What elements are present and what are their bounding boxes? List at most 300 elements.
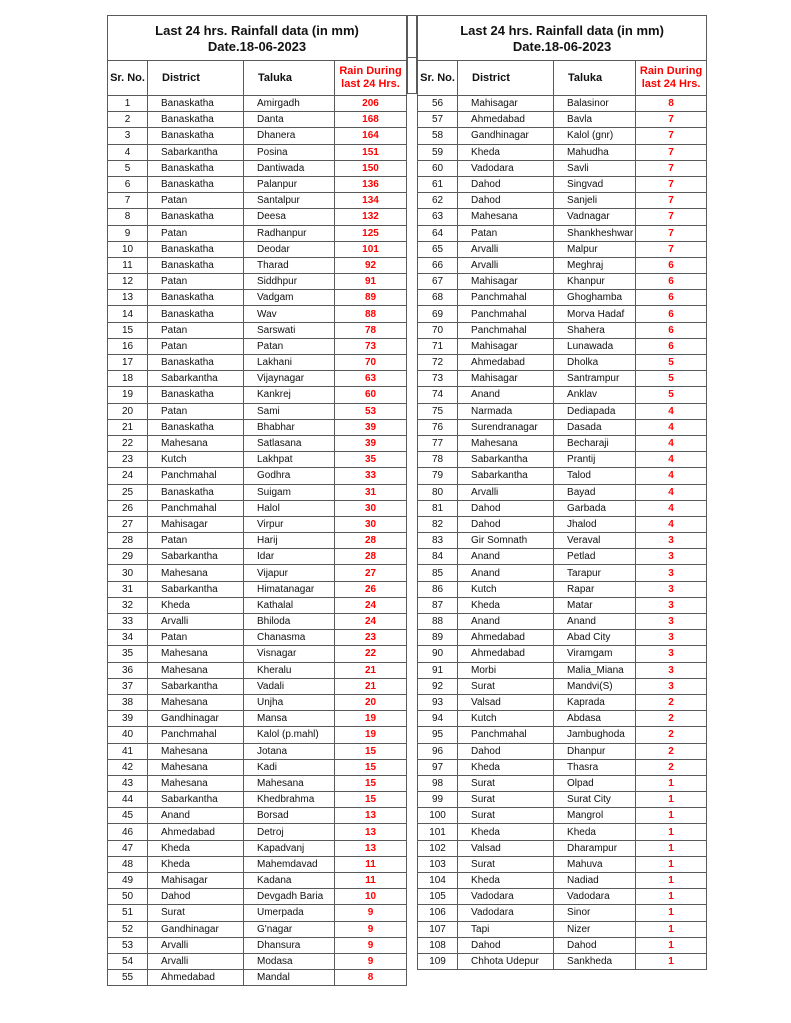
cell-sr-no: 54: [108, 953, 148, 969]
cell-district: Ahmedabad: [458, 355, 554, 371]
cell-district: Patan: [148, 322, 244, 338]
cell-rainfall: 19: [335, 711, 407, 727]
cell-district: Dahod: [458, 516, 554, 532]
cell-sr-no: 39: [108, 711, 148, 727]
cell-district: Kutch: [458, 581, 554, 597]
cell-rainfall: 11: [335, 873, 407, 889]
cell-sr-no: 28: [108, 533, 148, 549]
table-row: [418, 597, 707, 613]
cell-sr-no: 8: [108, 209, 148, 225]
table-row: [418, 549, 707, 565]
table-row: [418, 743, 707, 759]
cell-sr-no: 57: [418, 112, 458, 128]
title-line-2: Date.18-06-2023: [512, 39, 612, 54]
table-row: [108, 452, 407, 468]
cell-taluka: Malpur: [554, 241, 636, 257]
table-title: [418, 16, 707, 61]
cell-sr-no: 11: [108, 257, 148, 273]
cell-taluka: Visnagar: [244, 646, 335, 662]
cell-rainfall: 21: [335, 678, 407, 694]
cell-rainfall: 88: [335, 306, 407, 322]
cell-taluka: Dharampur: [554, 840, 636, 856]
cell-taluka: Anklav: [554, 387, 636, 403]
cell-rainfall: 7: [636, 193, 707, 209]
rainfall-sheet: [107, 15, 707, 986]
cell-rainfall: 9: [335, 953, 407, 969]
table-row: [418, 873, 707, 889]
cell-district: Sabarkantha: [148, 371, 244, 387]
cell-taluka: Shankheshwar: [554, 225, 636, 241]
cell-rainfall: 3: [636, 549, 707, 565]
cell-sr-no: 14: [108, 306, 148, 322]
cell-rainfall: 20: [335, 694, 407, 710]
cell-district: Gandhinagar: [458, 128, 554, 144]
cell-taluka: Mahuva: [554, 856, 636, 872]
cell-district: Kheda: [458, 824, 554, 840]
cell-rainfall: 168: [335, 112, 407, 128]
title-line-2: Date.18-06-2023: [207, 39, 307, 54]
table-row: [108, 678, 407, 694]
cell-district: Mahesana: [458, 435, 554, 451]
cell-rainfall: 3: [636, 614, 707, 630]
table-row: [418, 630, 707, 646]
cell-district: Anand: [458, 614, 554, 630]
cell-taluka: Tharad: [244, 257, 335, 273]
table-row: [418, 306, 707, 322]
cell-district: Gir Somnath: [458, 533, 554, 549]
cell-district: Patan: [148, 193, 244, 209]
table-row: [418, 322, 707, 338]
cell-rainfall: 7: [636, 128, 707, 144]
cell-taluka: Viramgam: [554, 646, 636, 662]
cell-sr-no: 77: [418, 435, 458, 451]
cell-taluka: Suigam: [244, 484, 335, 500]
cell-rainfall: 2: [636, 743, 707, 759]
table-row: [108, 711, 407, 727]
cell-taluka: Bhiloda: [244, 614, 335, 630]
table-separator: [407, 15, 417, 94]
table-row: [108, 937, 407, 953]
cell-sr-no: 1: [108, 96, 148, 112]
cell-sr-no: 88: [418, 614, 458, 630]
cell-taluka: Virpur: [244, 516, 335, 532]
right-table-body: [418, 96, 707, 970]
cell-sr-no: 106: [418, 905, 458, 921]
cell-sr-no: 26: [108, 500, 148, 516]
table-row: [108, 338, 407, 354]
cell-taluka: Posina: [244, 144, 335, 160]
cell-sr-no: 42: [108, 759, 148, 775]
cell-sr-no: 22: [108, 435, 148, 451]
cell-rainfall: 3: [636, 581, 707, 597]
cell-rainfall: 8: [636, 96, 707, 112]
cell-taluka: Talod: [554, 468, 636, 484]
cell-taluka: Patan: [244, 338, 335, 354]
cell-rainfall: 132: [335, 209, 407, 225]
cell-sr-no: 67: [418, 274, 458, 290]
cell-sr-no: 51: [108, 905, 148, 921]
table-row: [108, 306, 407, 322]
cell-sr-no: 12: [108, 274, 148, 290]
cell-district: Mahesana: [148, 743, 244, 759]
cell-rainfall: 15: [335, 775, 407, 791]
cell-sr-no: 90: [418, 646, 458, 662]
cell-sr-no: 29: [108, 549, 148, 565]
cell-taluka: Rapar: [554, 581, 636, 597]
cell-sr-no: 38: [108, 694, 148, 710]
table-row: [108, 419, 407, 435]
cell-rainfall: 91: [335, 274, 407, 290]
cell-taluka: Meghraj: [554, 257, 636, 273]
table-row: [418, 96, 707, 112]
cell-taluka: Khedbrahma: [244, 792, 335, 808]
cell-district: Sabarkantha: [148, 792, 244, 808]
cell-rainfall: 1: [636, 840, 707, 856]
table-row: [418, 662, 707, 678]
table-row: [418, 209, 707, 225]
table-row: [108, 290, 407, 306]
table-row: [418, 694, 707, 710]
table-row: [418, 711, 707, 727]
cell-taluka: Mandvi(S): [554, 678, 636, 694]
cell-rainfall: 1: [636, 921, 707, 937]
cell-taluka: Radhanpur: [244, 225, 335, 241]
cell-sr-no: 91: [418, 662, 458, 678]
cell-sr-no: 30: [108, 565, 148, 581]
table-row: [418, 581, 707, 597]
cell-sr-no: 95: [418, 727, 458, 743]
col-taluka: Taluka: [244, 61, 335, 96]
cell-district: Banaskatha: [148, 176, 244, 192]
table-row: [108, 565, 407, 581]
col-sr-no: Sr. No.: [108, 61, 148, 96]
cell-sr-no: 23: [108, 452, 148, 468]
table-row: [108, 775, 407, 791]
cell-sr-no: 93: [418, 694, 458, 710]
cell-taluka: Tarapur: [554, 565, 636, 581]
cell-district: Banaskatha: [148, 128, 244, 144]
cell-district: Sabarkantha: [148, 678, 244, 694]
cell-district: Panchmahal: [458, 322, 554, 338]
col-rain: Rain During last 24 Hrs.: [335, 61, 407, 96]
cell-taluka: Godhra: [244, 468, 335, 484]
cell-district: Panchmahal: [148, 727, 244, 743]
table-row: [108, 953, 407, 969]
cell-rainfall: 4: [636, 468, 707, 484]
cell-sr-no: 24: [108, 468, 148, 484]
cell-district: Banaskatha: [148, 96, 244, 112]
table-row: [108, 516, 407, 532]
cell-sr-no: 5: [108, 160, 148, 176]
cell-district: Panchmahal: [458, 727, 554, 743]
cell-sr-no: 3: [108, 128, 148, 144]
cell-rainfall: 4: [636, 484, 707, 500]
cell-taluka: Vadgam: [244, 290, 335, 306]
cell-taluka: Mahemdavad: [244, 856, 335, 872]
cell-rainfall: 6: [636, 290, 707, 306]
left-table-body: [108, 96, 407, 986]
cell-rainfall: 136: [335, 176, 407, 192]
cell-taluka: Dhanera: [244, 128, 335, 144]
cell-taluka: Kadi: [244, 759, 335, 775]
cell-district: Anand: [148, 808, 244, 824]
cell-rainfall: 26: [335, 581, 407, 597]
cell-district: Arvalli: [458, 241, 554, 257]
cell-rainfall: 30: [335, 516, 407, 532]
cell-district: Valsad: [458, 840, 554, 856]
cell-sr-no: 33: [108, 614, 148, 630]
table-row: [418, 500, 707, 516]
cell-rainfall: 24: [335, 597, 407, 613]
cell-district: Mahesana: [458, 209, 554, 225]
table-row: [108, 824, 407, 840]
table-row: [418, 840, 707, 856]
cell-sr-no: 31: [108, 581, 148, 597]
cell-taluka: Satlasana: [244, 435, 335, 451]
cell-rainfall: 3: [636, 662, 707, 678]
column-header-row: [418, 61, 707, 96]
cell-rainfall: 24: [335, 614, 407, 630]
table-row: [418, 193, 707, 209]
cell-taluka: Dasada: [554, 419, 636, 435]
cell-sr-no: 41: [108, 743, 148, 759]
cell-rainfall: 3: [636, 646, 707, 662]
cell-taluka: Singvad: [554, 176, 636, 192]
table-row: [418, 516, 707, 532]
cell-taluka: Sankheda: [554, 953, 636, 969]
cell-rainfall: 6: [636, 257, 707, 273]
cell-taluka: Bavla: [554, 112, 636, 128]
table-row: [108, 112, 407, 128]
cell-sr-no: 89: [418, 630, 458, 646]
table-row: [418, 144, 707, 160]
cell-taluka: Abad City: [554, 630, 636, 646]
cell-taluka: Bhabhar: [244, 419, 335, 435]
cell-rainfall: 92: [335, 257, 407, 273]
table-row: [108, 889, 407, 905]
cell-rainfall: 6: [636, 306, 707, 322]
cell-rainfall: 206: [335, 96, 407, 112]
cell-district: Morbi: [458, 662, 554, 678]
table-row: [108, 209, 407, 225]
cell-rainfall: 3: [636, 565, 707, 581]
cell-taluka: Ghoghamba: [554, 290, 636, 306]
cell-rainfall: 5: [636, 371, 707, 387]
cell-district: Patan: [458, 225, 554, 241]
cell-taluka: Dahod: [554, 937, 636, 953]
cell-rainfall: 9: [335, 921, 407, 937]
cell-sr-no: 107: [418, 921, 458, 937]
cell-sr-no: 46: [108, 824, 148, 840]
cell-taluka: Sarswati: [244, 322, 335, 338]
table-row: [108, 759, 407, 775]
table-row: [108, 484, 407, 500]
cell-rainfall: 11: [335, 856, 407, 872]
cell-district: Vadodara: [458, 160, 554, 176]
cell-district: Arvalli: [148, 614, 244, 630]
table-row: [418, 614, 707, 630]
cell-sr-no: 92: [418, 678, 458, 694]
cell-taluka: Balasinor: [554, 96, 636, 112]
cell-rainfall: 6: [636, 274, 707, 290]
cell-sr-no: 36: [108, 662, 148, 678]
table-row: [418, 257, 707, 273]
table-row: [418, 856, 707, 872]
cell-district: Anand: [458, 549, 554, 565]
cell-taluka: Jotana: [244, 743, 335, 759]
cell-sr-no: 84: [418, 549, 458, 565]
cell-taluka: Mansa: [244, 711, 335, 727]
cell-taluka: Deodar: [244, 241, 335, 257]
cell-rainfall: 3: [636, 630, 707, 646]
cell-taluka: Jhalod: [554, 516, 636, 532]
cell-rainfall: 53: [335, 403, 407, 419]
col-district: District: [148, 61, 244, 96]
cell-rainfall: 1: [636, 824, 707, 840]
cell-rainfall: 4: [636, 403, 707, 419]
table-row: [418, 759, 707, 775]
cell-taluka: Surat City: [554, 792, 636, 808]
cell-district: Mahesana: [148, 662, 244, 678]
cell-sr-no: 66: [418, 257, 458, 273]
cell-sr-no: 4: [108, 144, 148, 160]
cell-rainfall: 15: [335, 743, 407, 759]
cell-rainfall: 8: [335, 970, 407, 986]
cell-taluka: Wav: [244, 306, 335, 322]
table-row: [108, 96, 407, 112]
cell-taluka: Vijaynagar: [244, 371, 335, 387]
table-row: [108, 630, 407, 646]
cell-sr-no: 20: [108, 403, 148, 419]
cell-rainfall: 2: [636, 694, 707, 710]
cell-taluka: Vadnagar: [554, 209, 636, 225]
cell-sr-no: 98: [418, 775, 458, 791]
table-row: [108, 873, 407, 889]
table-row: [418, 775, 707, 791]
cell-rainfall: 60: [335, 387, 407, 403]
cell-sr-no: 16: [108, 338, 148, 354]
col-taluka: Taluka: [554, 61, 636, 96]
cell-sr-no: 58: [418, 128, 458, 144]
cell-taluka: Malia_Miana: [554, 662, 636, 678]
table-row: [418, 338, 707, 354]
cell-rainfall: 21: [335, 662, 407, 678]
table-row: [418, 176, 707, 192]
table-row: [418, 792, 707, 808]
cell-district: Banaskatha: [148, 209, 244, 225]
table-row: [108, 856, 407, 872]
cell-taluka: Deesa: [244, 209, 335, 225]
cell-taluka: Garbada: [554, 500, 636, 516]
cell-rainfall: 13: [335, 840, 407, 856]
cell-district: Arvalli: [458, 257, 554, 273]
cell-sr-no: 35: [108, 646, 148, 662]
cell-rainfall: 7: [636, 225, 707, 241]
cell-taluka: Savli: [554, 160, 636, 176]
cell-sr-no: 72: [418, 355, 458, 371]
cell-district: Mahisagar: [148, 873, 244, 889]
cell-sr-no: 61: [418, 176, 458, 192]
cell-sr-no: 32: [108, 597, 148, 613]
cell-sr-no: 87: [418, 597, 458, 613]
table-row: [108, 435, 407, 451]
cell-district: Valsad: [458, 694, 554, 710]
cell-sr-no: 71: [418, 338, 458, 354]
cell-taluka: Nizer: [554, 921, 636, 937]
cell-rainfall: 15: [335, 759, 407, 775]
cell-rainfall: 3: [636, 678, 707, 694]
cell-taluka: Vadali: [244, 678, 335, 694]
cell-district: Vadodara: [458, 889, 554, 905]
cell-district: Surat: [458, 775, 554, 791]
cell-district: Mahisagar: [458, 274, 554, 290]
cell-taluka: Palanpur: [244, 176, 335, 192]
cell-sr-no: 102: [418, 840, 458, 856]
cell-taluka: Shahera: [554, 322, 636, 338]
table-row: [108, 160, 407, 176]
cell-rainfall: 6: [636, 322, 707, 338]
cell-sr-no: 79: [418, 468, 458, 484]
cell-sr-no: 100: [418, 808, 458, 824]
table-row: [418, 112, 707, 128]
cell-taluka: Sami: [244, 403, 335, 419]
cell-district: Tapi: [458, 921, 554, 937]
cell-rainfall: 125: [335, 225, 407, 241]
cell-district: Anand: [458, 565, 554, 581]
cell-sr-no: 82: [418, 516, 458, 532]
cell-taluka: Petlad: [554, 549, 636, 565]
cell-rainfall: 7: [636, 112, 707, 128]
table-row: [108, 808, 407, 824]
cell-taluka: Lunawada: [554, 338, 636, 354]
cell-rainfall: 2: [636, 711, 707, 727]
table-row: [418, 808, 707, 824]
cell-taluka: Thasra: [554, 759, 636, 775]
cell-district: Dahod: [458, 176, 554, 192]
cell-rainfall: 1: [636, 775, 707, 791]
cell-sr-no: 59: [418, 144, 458, 160]
table-row: [108, 581, 407, 597]
cell-rainfall: 3: [636, 533, 707, 549]
cell-district: Banaskatha: [148, 355, 244, 371]
cell-rainfall: 1: [636, 856, 707, 872]
table-row: [418, 905, 707, 921]
cell-rainfall: 2: [636, 727, 707, 743]
table-row: [418, 484, 707, 500]
cell-district: Gandhinagar: [148, 711, 244, 727]
table-row: [418, 824, 707, 840]
table-row: [108, 355, 407, 371]
cell-rainfall: 63: [335, 371, 407, 387]
cell-sr-no: 52: [108, 921, 148, 937]
cell-rainfall: 35: [335, 452, 407, 468]
cell-district: Narmada: [458, 403, 554, 419]
cell-sr-no: 50: [108, 889, 148, 905]
cell-taluka: Kankrej: [244, 387, 335, 403]
cell-taluka: Umerpada: [244, 905, 335, 921]
cell-taluka: Halol: [244, 500, 335, 516]
cell-district: Patan: [148, 225, 244, 241]
cell-sr-no: 65: [418, 241, 458, 257]
cell-district: Surat: [458, 856, 554, 872]
cell-rainfall: 4: [636, 435, 707, 451]
cell-district: Dahod: [458, 743, 554, 759]
cell-taluka: Vijapur: [244, 565, 335, 581]
cell-taluka: Nadiad: [554, 873, 636, 889]
cell-rainfall: 2: [636, 759, 707, 775]
table-row: [108, 387, 407, 403]
cell-district: Banaskatha: [148, 112, 244, 128]
